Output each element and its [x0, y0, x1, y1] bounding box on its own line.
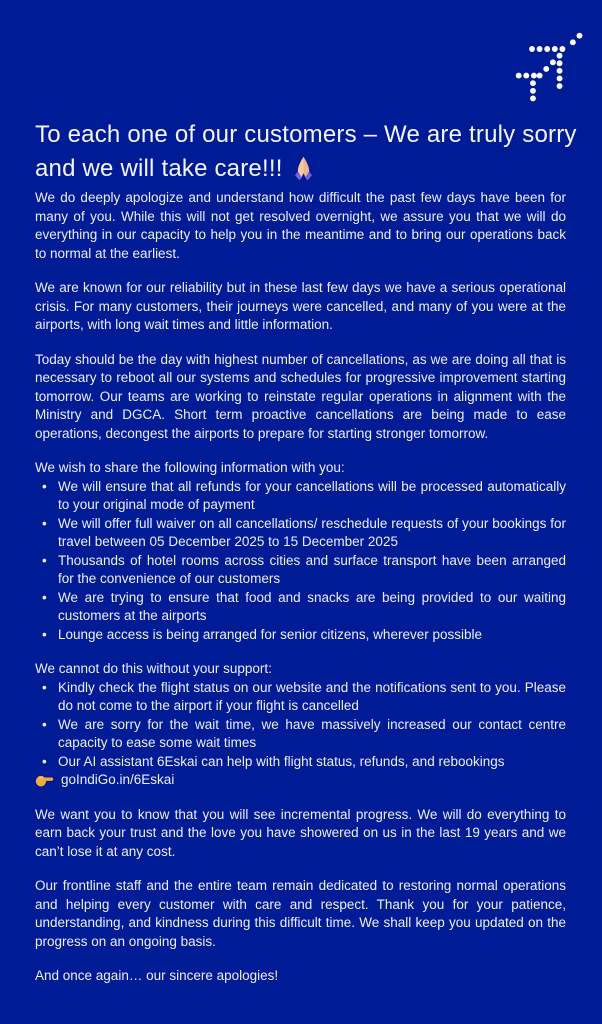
- folded-hands-icon: [290, 155, 317, 182]
- list-item: • Thousands of hotel rooms across cities and surface transport have been arranged for the convenience of our customers: [35, 552, 566, 589]
- paragraph-progress: We want you to know that you will see incremental progress. We will do everything to earn back your trust and the love you have showered on us in the last 19 years and we can’t lose it at any cost.: [35, 806, 566, 859]
- pointing-right-icon: [35, 773, 54, 788]
- paragraph-crisis: We are known for our reliability but in these last few days we have a serious operational crisis. For many customers, their journeys were cancelled, and many of you were at the airports, with long wait times and little information.: [35, 280, 566, 332]
- paragraph-apology: We do deeply apologize and understand how difficult the past few days have been for many of you. While this will not get resolved overnight, we assure you that we will do everything in our capacity to help you in the meantime and to bring our operations back to normal at the earliest.: [35, 190, 566, 261]
- list-item: • We are sorry for the wait time, we have massively increased our contact centre capacity to ease some wait times: [35, 716, 566, 753]
- indigo-logo-icon: [513, 28, 589, 108]
- info-bullet-list: [35, 478, 566, 645]
- support-section: [35, 660, 566, 790]
- list-item: • We will offer full waiver on all cancellations/ reschedule requests of your bookings for travel between 05 December 2025 to 15 December 2025: [35, 515, 566, 552]
- page-title: [35, 118, 577, 186]
- list-item: • Kindly check the flight status on our website and the notifications sent to you. Please do not come to the airport if your flight is cancelled: [35, 679, 566, 716]
- assistant-link-line: [35, 771, 566, 790]
- support-section-intro: We cannot do this without your support:: [35, 661, 272, 676]
- paragraph-cancellations: Today should be the day with highest number of cancellations, as we are doing all that is necessary to reboot all our systems and schedules for progressive improvement starting tomorrow. Our teams are working to reinstate regular operations in alignment with the Ministry and DGCA. Short term proactive cancellations are being made to ease operations, decongest the airports to prepare for starting stronger tomorrow.: [35, 351, 566, 441]
- list-item: • Lounge access is being arranged for senior citizens, wherever possible: [35, 626, 566, 645]
- info-section-intro: We wish to share the following information with you:: [35, 460, 345, 475]
- closing-line: And once again… our sincere apologies!: [35, 968, 279, 983]
- assistant-link[interactable]: goIndiGo.in/6Eskai: [61, 772, 175, 787]
- notice-body: [35, 189, 566, 1002]
- support-bullet-list: [35, 679, 566, 772]
- list-item: • We are trying to ensure that food and snacks are being provided to our waiting customers at the airports: [35, 589, 566, 626]
- list-item: • Our AI assistant 6Eskai can help with flight status, refunds, and rebookings: [35, 753, 566, 772]
- paragraph-frontline: Our frontline staff and the entire team remain dedicated to restoring normal operations and helping every customer with care and respect. Thank you for your patience, understanding, and kindness during this difficult time. We shall keep you updated on the progress on an ongoing basis.: [35, 878, 566, 949]
- info-section: [35, 459, 566, 644]
- page-title-text: To each one of our customers – We are truly sorry and we will take care!!!: [35, 121, 577, 183]
- list-item: • We will ensure that all refunds for your cancellations will be processed automatically to your original mode of payment: [35, 478, 566, 515]
